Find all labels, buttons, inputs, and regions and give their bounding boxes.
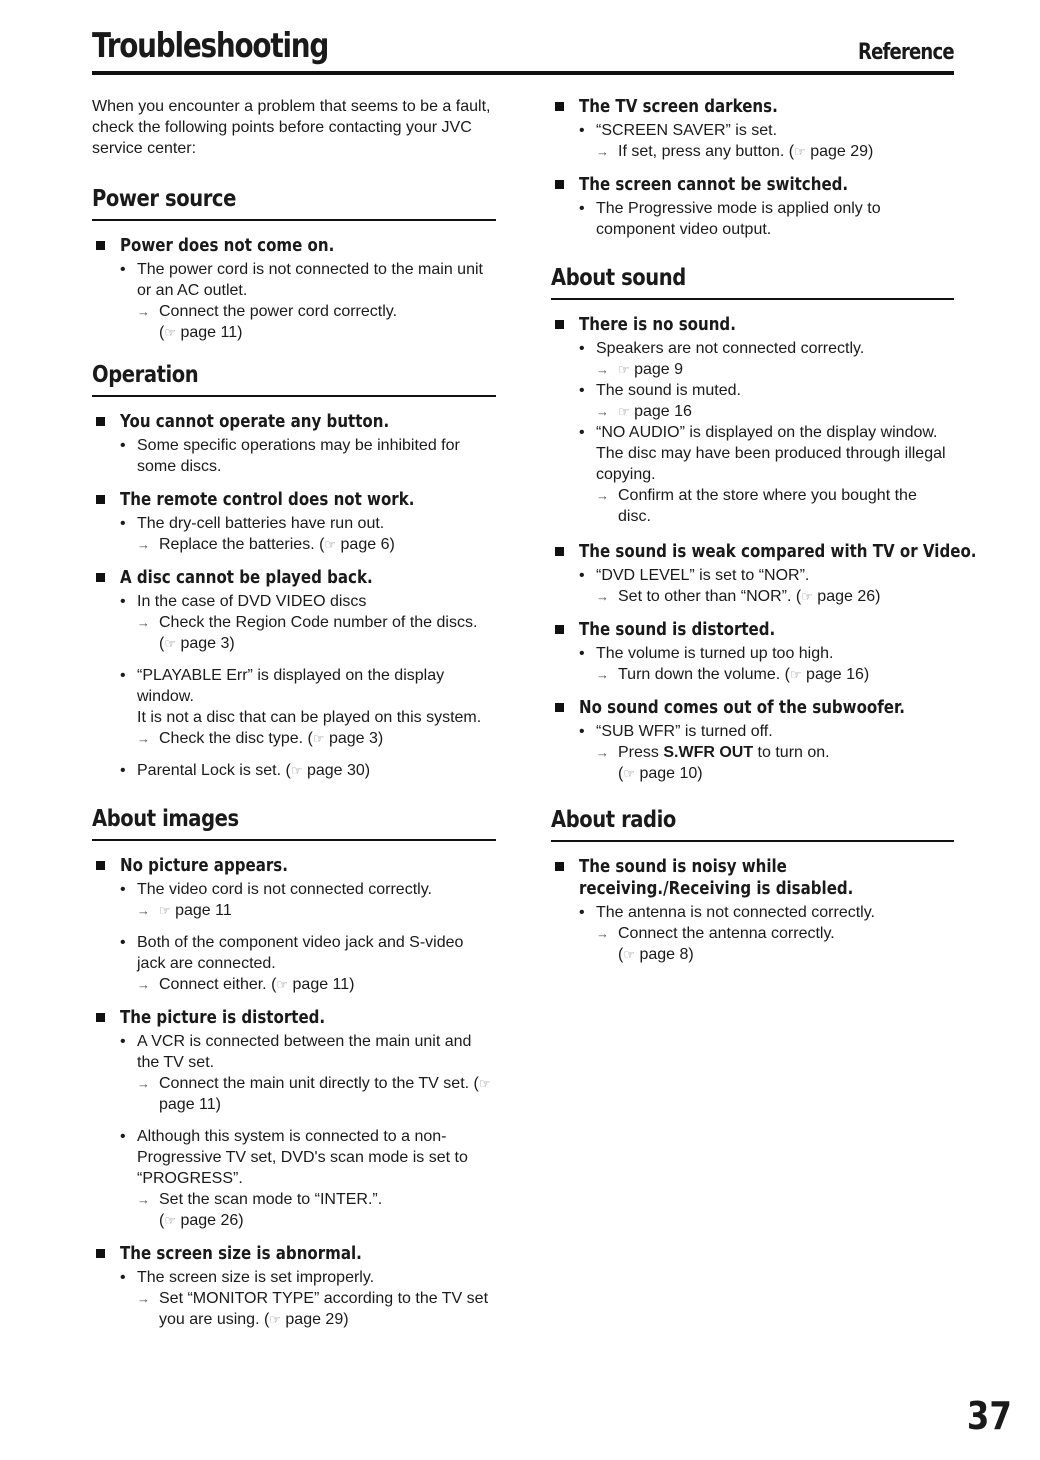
- cause-item: • Speakers are not connected correctly. → ☞ page 9: [551, 338, 954, 380]
- remedy: → Connect the antenna correctly.: [596, 925, 835, 942]
- remedy: → ☞ page 9: [596, 361, 684, 378]
- reference-icon: ☞: [276, 977, 289, 992]
- page-header: [92, 26, 954, 76]
- problem-item: [92, 1007, 496, 1231]
- cause-item: • The power cord is not connected to the main unit or an AC outlet. → Connect the power cord correctly. (☞ page 11): [92, 259, 496, 343]
- section-rule: [92, 219, 496, 221]
- problem-title: The screen size is abnormal.: [120, 1244, 362, 1264]
- reference-icon: ☞: [164, 1213, 176, 1228]
- cause-item: • “SUB WFR” is turned off. → Press S.WFR OUT to turn on. (☞ page 10): [551, 721, 954, 784]
- cause-item: • Parental Lock is set. (☞ page 30): [120, 762, 371, 779]
- page-number: 37: [967, 1394, 1012, 1438]
- reference-icon: ☞: [618, 362, 630, 377]
- square-bullet-icon: [555, 862, 564, 871]
- problem-title: The screen cannot be switched.: [579, 175, 849, 195]
- problem-title: The TV screen darkens.: [579, 97, 778, 117]
- square-bullet-icon: [555, 547, 564, 556]
- cause-item: • “DVD LEVEL” is set to “NOR”. → Set to other than “NOR”. (☞ page 26): [551, 565, 954, 607]
- remedy: → Turn down the volume. (☞ page 16): [596, 666, 870, 683]
- cause-item: • “SCREEN SAVER” is set. → If set, press any button. (☞ page 29): [551, 120, 954, 162]
- arrow-icon: →: [137, 304, 150, 319]
- cause-item: • The sound is muted. → ☞ page 16: [551, 380, 954, 422]
- arrow-icon: →: [596, 745, 609, 760]
- arrow-icon: →: [596, 667, 609, 682]
- remedy: → Replace the batteries. (☞ page 6): [137, 536, 395, 553]
- problem-title: You cannot operate any button.: [120, 412, 390, 432]
- problem-item: [92, 411, 496, 477]
- problem-title: No picture appears.: [120, 856, 288, 876]
- section-operation: [92, 361, 496, 781]
- section-power-source: [92, 185, 496, 343]
- cause-item: • The antenna is not connected correctly. → Connect the antenna correctly. (☞ page 8): [551, 902, 954, 965]
- problem-item: [551, 697, 954, 784]
- reference-icon: ☞: [159, 903, 171, 918]
- problem-title: Power does not come on.: [120, 236, 335, 256]
- cause-item: • The video cord is not connected correctly. → ☞ page 11: [92, 879, 496, 921]
- reference-icon: ☞: [478, 1076, 491, 1091]
- arrow-icon: →: [137, 903, 150, 918]
- problem-title: The sound is weak compared with TV or Video.: [579, 542, 977, 562]
- section-tag: Reference: [858, 40, 954, 65]
- page-title: Troubleshooting: [92, 26, 329, 66]
- arrow-icon: →: [137, 1291, 150, 1306]
- section-rule: [92, 395, 496, 397]
- square-bullet-icon: [555, 102, 564, 111]
- section-about-radio: [551, 806, 954, 965]
- reference-icon: ☞: [618, 404, 630, 419]
- arrow-icon: →: [596, 589, 609, 604]
- cause-item: • A VCR is connected between the main unit and the TV set. → Connect the main unit directly to the TV set. (☞page 11): [92, 1031, 496, 1115]
- remedy: → Check the disc type. (☞ page 3): [137, 730, 384, 747]
- problem-item: [551, 541, 977, 607]
- left-column: [92, 96, 496, 1348]
- square-bullet-icon: [96, 1013, 105, 1022]
- section-title: Power source: [92, 186, 236, 212]
- section-about-images-continued: [551, 96, 954, 240]
- problem-item: [92, 567, 496, 781]
- remedy: → Set the scan mode to “INTER.”.: [137, 1191, 383, 1208]
- problem-item: [551, 314, 954, 527]
- problem-title: The remote control does not work.: [120, 490, 415, 510]
- cause-item: • Some specific operations may be inhibited for some discs.: [120, 437, 460, 475]
- reference-icon: ☞: [164, 636, 176, 651]
- arrow-icon: →: [137, 731, 150, 746]
- problem-item: [92, 855, 496, 995]
- problem-title: The sound is noisy while receiving./Receiving is disabled.: [579, 857, 854, 899]
- arrow-icon: →: [596, 144, 609, 159]
- reference-icon: ☞: [623, 947, 635, 962]
- page-reference: (☞ page 10): [618, 765, 703, 782]
- remedy: → ☞ page 11: [137, 902, 232, 919]
- arrow-icon: →: [596, 926, 609, 941]
- cause-item: • The dry-cell batteries have run out. → Replace the batteries. (☞ page 6): [92, 513, 496, 555]
- problem-item: [92, 235, 496, 343]
- section-about-sound: [551, 264, 977, 784]
- arrow-icon: →: [596, 362, 609, 377]
- remedy: → Connect the power cord correctly.: [137, 303, 398, 320]
- cause-item: • The screen size is set improperly. → Set “MONITOR TYPE” according to the TV set you are using. (☞ page 29): [92, 1267, 496, 1330]
- right-column: [551, 96, 977, 983]
- arrow-icon: →: [596, 404, 609, 419]
- section-title: About sound: [551, 265, 686, 291]
- remedy: → Check the Region Code number of the discs. (☞ page 3): [137, 614, 478, 652]
- square-bullet-icon: [96, 241, 105, 250]
- reference-icon: ☞: [324, 537, 337, 552]
- arrow-icon: →: [137, 977, 150, 992]
- section-title: About images: [92, 806, 239, 832]
- section-rule: [551, 840, 954, 842]
- square-bullet-icon: [96, 573, 105, 582]
- section-title: About radio: [551, 807, 676, 833]
- cause-item: • The Progressive mode is applied only to component video output.: [579, 200, 881, 238]
- section-rule: [551, 298, 954, 300]
- square-bullet-icon: [555, 320, 564, 329]
- square-bullet-icon: [96, 495, 105, 504]
- section-title: Operation: [92, 362, 199, 388]
- cause-item: • In the case of DVD VIDEO discs → Check the Region Code number of the discs. (☞ page 3): [92, 591, 496, 654]
- cause-item: • “NO AUDIO” is displayed on the display window. The disc may have been produced through illegal copying. → Confirm at the store where you bought the disc.: [551, 422, 954, 527]
- reference-icon: ☞: [801, 589, 813, 604]
- remedy: → If set, press any button. (☞ page 29): [596, 143, 874, 160]
- arrow-icon: →: [137, 1192, 150, 1207]
- arrow-icon: →: [596, 488, 609, 503]
- cause-item: • Although this system is connected to a non-Progressive TV set, DVD's scan mode is set to “PROGRESS”. → Set the scan mode to “INTER.”. (☞ page 26): [92, 1126, 496, 1231]
- problem-item: [551, 174, 954, 240]
- reference-icon: ☞: [312, 731, 325, 746]
- problem-item: [92, 1243, 496, 1330]
- square-bullet-icon: [96, 1249, 105, 1258]
- problem-title: The sound is distorted.: [579, 620, 776, 640]
- reference-icon: ☞: [269, 1312, 281, 1327]
- problem-item: [551, 96, 954, 162]
- arrow-icon: →: [137, 1076, 150, 1091]
- intro-text: When you encounter a problem that seems to be a fault, check the following points before contacting your JVC service center:: [92, 98, 491, 157]
- problem-title: A disc cannot be played back.: [120, 568, 373, 588]
- remedy: → Confirm at the store where you bought the disc.: [596, 487, 917, 525]
- problem-item: [551, 619, 954, 685]
- square-bullet-icon: [555, 180, 564, 189]
- problem-item: [551, 856, 954, 965]
- reference-icon: ☞: [290, 763, 303, 778]
- problem-item: [92, 489, 496, 555]
- reference-icon: ☞: [164, 325, 176, 340]
- reference-icon: ☞: [623, 766, 635, 781]
- remedy: → Press S.WFR OUT to turn on.: [596, 744, 830, 761]
- square-bullet-icon: [96, 861, 105, 870]
- remedy: → Connect the main unit directly to the TV set. (☞page 11): [137, 1075, 491, 1113]
- page-reference: (☞ page 26): [159, 1212, 244, 1229]
- reference-icon: ☞: [789, 667, 802, 682]
- remedy: → Set to other than “NOR”. (☞ page 26): [596, 588, 881, 605]
- square-bullet-icon: [96, 417, 105, 426]
- problem-title: The picture is distorted.: [120, 1008, 326, 1028]
- cause-item: • The volume is turned up too high. → Turn down the volume. (☞ page 16): [551, 643, 954, 685]
- square-bullet-icon: [555, 625, 564, 634]
- cause-item: • Both of the component video jack and S-video jack are connected. → Connect either. (☞ page 11): [92, 932, 496, 995]
- arrow-icon: →: [137, 615, 150, 630]
- remedy: → ☞ page 16: [596, 403, 692, 420]
- problem-title: No sound comes out of the subwoofer.: [579, 698, 906, 718]
- section-rule: [92, 839, 496, 841]
- cause-item: • “PLAYABLE Err” is displayed on the display window. It is not a disc that can be played on this system. → Check the disc type. (☞ page 3): [92, 665, 496, 749]
- page-reference: (☞ page 8): [618, 946, 694, 963]
- reference-icon: ☞: [794, 144, 806, 159]
- remedy: → Set “MONITOR TYPE” according to the TV set you are using. (☞ page 29): [137, 1290, 489, 1328]
- header-rule: [92, 71, 954, 75]
- arrow-icon: →: [137, 537, 150, 552]
- section-about-images: [92, 805, 496, 1330]
- problem-title: There is no sound.: [579, 315, 736, 335]
- square-bullet-icon: [555, 703, 564, 712]
- remedy: → Connect either. (☞ page 11): [137, 976, 355, 993]
- page-reference: (☞ page 11): [159, 324, 243, 341]
